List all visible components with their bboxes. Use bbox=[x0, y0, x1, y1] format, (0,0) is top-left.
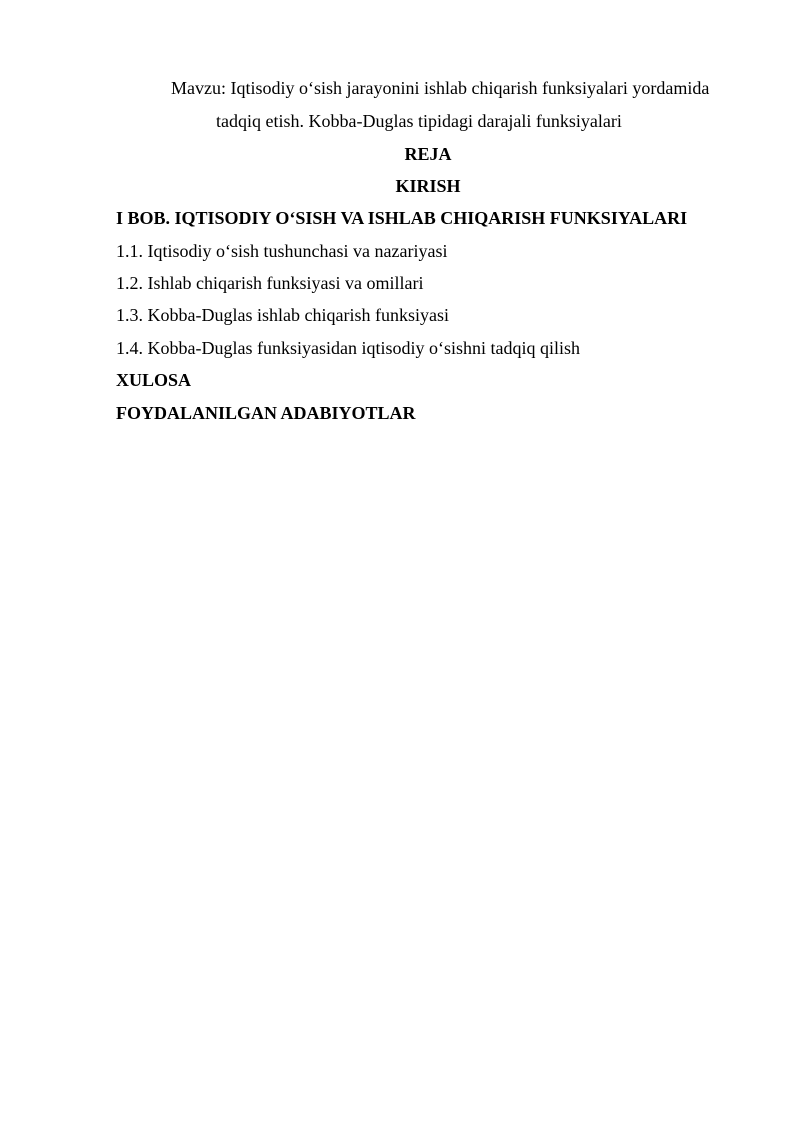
topic-line-2: tadqiq etish. Kobba-Duglas tipidagi darajali funksiyalari bbox=[216, 111, 622, 131]
topic-line-1: Mavzu: Iqtisodiy o‘sish jarayonini ishlab chiqarish funksiyalari yordamida bbox=[171, 78, 710, 98]
plan-item-intro: KIRISH bbox=[395, 176, 461, 196]
plan-title: REJA bbox=[404, 144, 452, 164]
plan-section-1-4: 1.4. Kobba-Duglas funksiyasidan iqtisodiy o‘sishni tadqiq qilish bbox=[116, 338, 580, 358]
plan-section-1-3: 1.3. Kobba-Duglas ishlab chiqarish funksiyasi bbox=[116, 305, 449, 325]
plan-section-1-1: 1.1. Iqtisodiy o‘sish tushunchasi va nazariyasi bbox=[116, 241, 448, 261]
plan-item-conclusion: XULOSA bbox=[116, 370, 192, 390]
plan-chapter-1: I BOB. IQTISODIY O‘SISH VA ISHLAB CHIQARISH FUNKSIYALARI bbox=[116, 208, 688, 228]
plan-section-1-2: 1.2. Ishlab chiqarish funksiyasi va omillari bbox=[116, 273, 424, 293]
plan-item-references: FOYDALANILGAN ADABIYOTLAR bbox=[116, 403, 416, 423]
